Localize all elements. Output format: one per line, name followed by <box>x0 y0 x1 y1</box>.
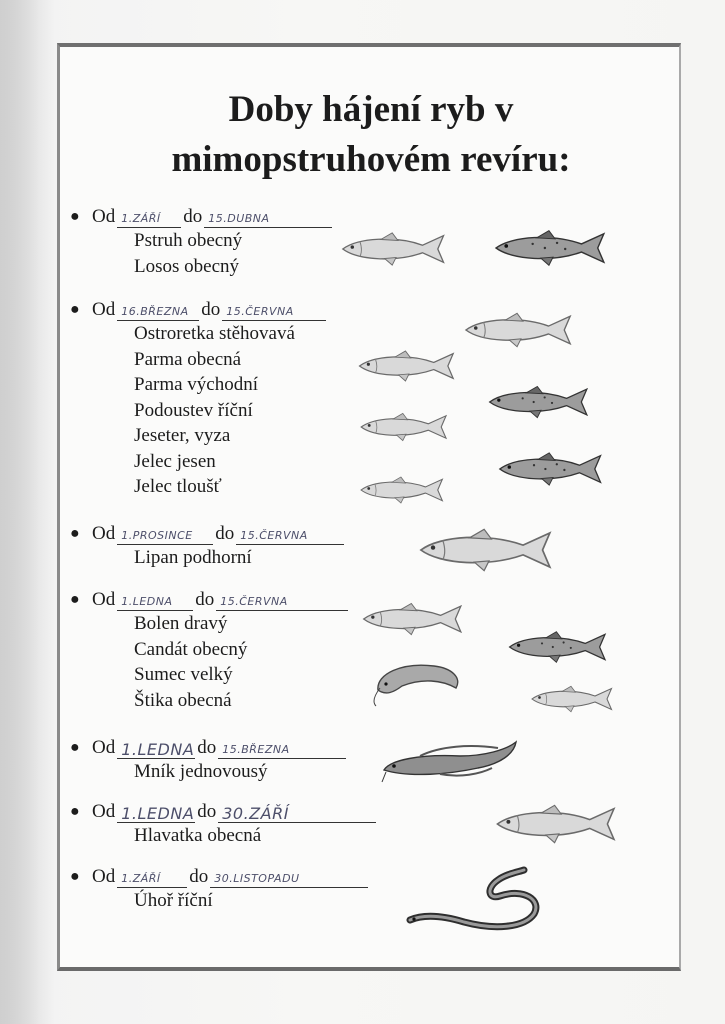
scan-edge-shadow <box>0 0 55 1024</box>
to-label: do <box>189 866 209 887</box>
to-label: do <box>183 206 203 227</box>
from-date: 1.LEDNA <box>117 807 195 823</box>
pike-illustration <box>518 684 630 714</box>
from-date: 1.LEDNA <box>117 595 193 611</box>
species-item: Parma obecná <box>134 348 242 370</box>
title-line-1: Doby hájení ryb v <box>228 89 514 130</box>
species-item: Lipan podhorní <box>134 547 252 568</box>
to-date: 30.ZÁŘÍ <box>218 807 376 823</box>
to-date: 15.ČERVNA <box>236 529 344 545</box>
from-date: 1.PROSINCE <box>117 529 213 545</box>
species-list <box>134 545 346 571</box>
from-label: Od <box>92 589 116 610</box>
species-item: Jeseter, vyza <box>134 425 231 446</box>
date-range <box>70 733 348 759</box>
catfish-illustration <box>372 656 464 708</box>
species-list <box>134 759 348 785</box>
from-label: Od <box>92 299 116 320</box>
title-line-2: mimopstruhovém revíru: <box>171 139 571 180</box>
date-range <box>70 519 346 545</box>
species-item: Losos obecný <box>134 255 240 277</box>
from-label: Od <box>92 737 116 758</box>
species-item: Jelec tloušť <box>134 476 222 497</box>
zander-illustration <box>506 628 614 666</box>
species-item: Hlavatka obecná <box>134 825 262 846</box>
bullet: ● <box>70 208 80 225</box>
from-label: Od <box>92 866 116 887</box>
bullet: ● <box>70 301 80 318</box>
from-label: Od <box>92 801 116 822</box>
bullet: ● <box>70 868 80 885</box>
to-date: 15.DUBNA <box>204 212 332 228</box>
chub-illustration <box>358 474 450 506</box>
to-date: 15.ČERVNA <box>216 595 348 611</box>
from-label: Od <box>92 523 116 544</box>
from-date: 1.ZÁŘÍ <box>117 872 187 888</box>
date-range <box>70 295 328 321</box>
species-item: Pstruh obecný <box>134 230 243 251</box>
to-date: 30.LISTOPADU <box>210 872 368 888</box>
season-group-7 <box>70 862 370 914</box>
to-label: do <box>195 589 215 610</box>
bullet: ● <box>70 739 80 756</box>
season-group-1 <box>70 202 334 279</box>
date-range <box>70 585 350 611</box>
species-list <box>134 228 334 279</box>
trout-illustration <box>338 230 454 268</box>
bullet: ● <box>70 525 80 542</box>
from-date: 1.ZÁŘÍ <box>117 212 181 228</box>
date-range <box>70 862 370 888</box>
burbot-illustration <box>380 734 520 794</box>
species-item: Sumec velký <box>134 664 233 685</box>
date-range <box>70 202 334 228</box>
date-range <box>70 797 378 823</box>
species-item: Štika obecná <box>134 689 232 711</box>
from-label: Od <box>92 206 116 227</box>
species-list <box>134 823 378 849</box>
species-list <box>134 611 350 713</box>
species-item: Ostroretka stěhovavá <box>134 323 295 344</box>
season-group-4 <box>70 585 350 713</box>
species-item: Parma východní <box>134 374 259 395</box>
bullet: ● <box>70 803 80 820</box>
barbel-illustration <box>356 348 462 384</box>
species-item: Jelec jesen <box>134 450 216 472</box>
from-date: 1.LEDNA <box>117 743 195 759</box>
eel-illustration <box>404 866 544 946</box>
nase-illustration <box>462 310 580 350</box>
species-list <box>134 321 328 500</box>
vimba-illustration <box>358 410 454 444</box>
season-group-6 <box>70 797 378 849</box>
to-label: do <box>197 737 217 758</box>
from-date: 16.BŘEZNA <box>117 305 199 321</box>
species-item: Bolen dravý <box>134 613 228 634</box>
season-group-2 <box>70 295 328 500</box>
species-item: Podoustev říční <box>134 399 253 421</box>
huchen-illustration <box>482 802 636 846</box>
salmon-illustration <box>492 226 614 270</box>
species-item: Úhoř říční <box>134 890 213 911</box>
season-group-3 <box>70 519 346 571</box>
grayling-illustration <box>416 524 562 576</box>
species-list <box>134 888 370 914</box>
species-item: Mník jednovousý <box>134 761 268 782</box>
asp-illustration <box>360 598 470 640</box>
to-date: 15.BŘEZNA <box>218 743 346 759</box>
danube-barbel-illustration <box>486 382 596 422</box>
page-title <box>62 85 680 185</box>
bullet: ● <box>70 591 80 608</box>
to-label: do <box>197 801 217 822</box>
ide-illustration <box>496 448 610 490</box>
to-label: do <box>215 523 235 544</box>
to-date: 15.ČERVNA <box>222 305 326 321</box>
species-item: Candát obecný <box>134 638 248 660</box>
to-label: do <box>201 299 221 320</box>
season-group-5 <box>70 733 348 785</box>
